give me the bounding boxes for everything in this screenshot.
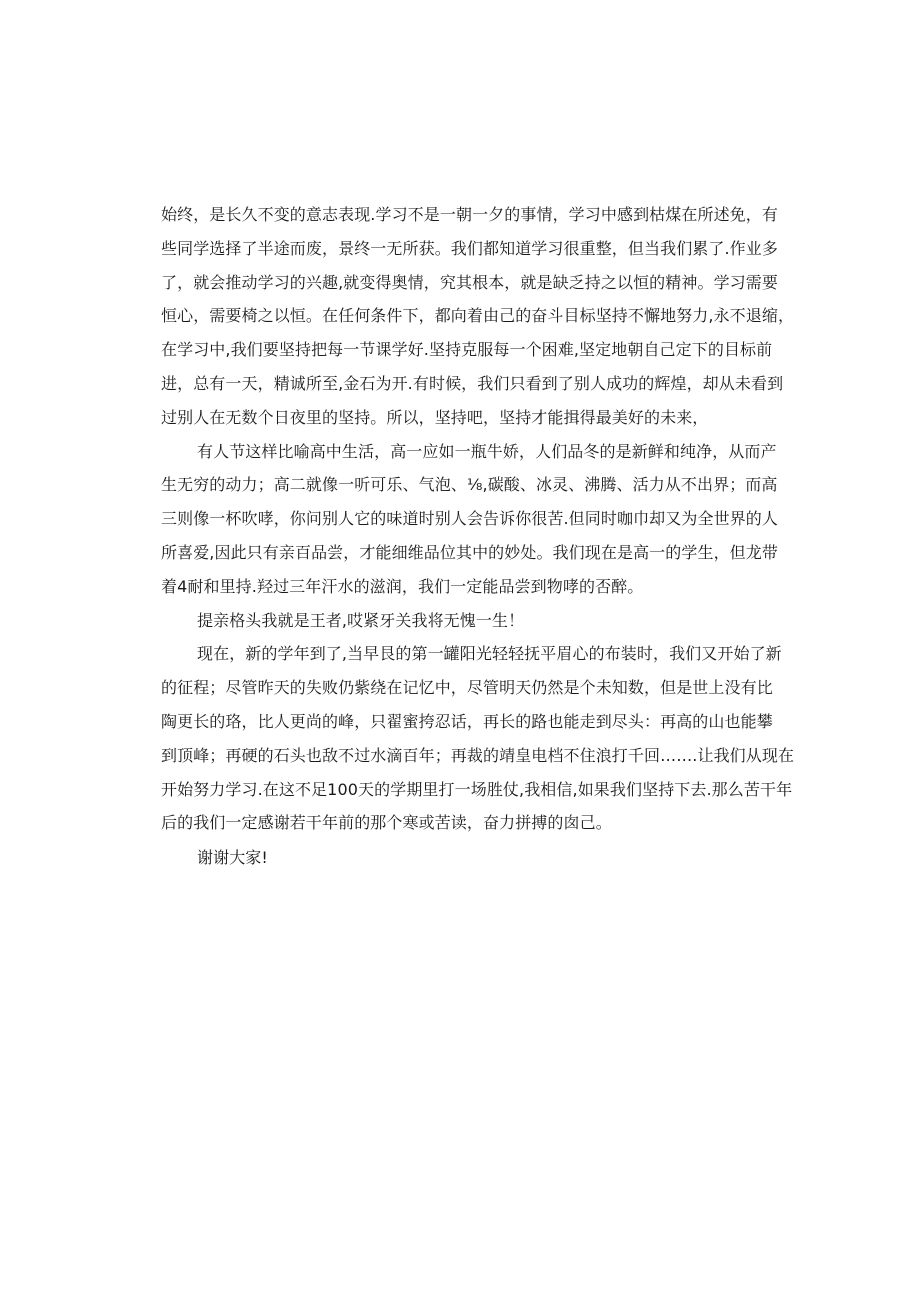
closing-line: 谢谢大家! — [197, 848, 268, 868]
text-line: 所喜爱,因此只有亲百品尝，才能细维品位其中的妙处。我们现在是高一的学生，但龙带 — [161, 542, 778, 562]
text-line: 的征程；尽管昨天的失败仍紫绕在记忆中，尽管明天仍然是个未知数，但是世上没有比 — [161, 678, 773, 698]
paragraph-1 — [161, 198, 795, 435]
paragraph-3 — [161, 604, 767, 638]
text-line: 三则像一杯吹哮，你问别人它的味道时别人会告诉你很苦.但同时咖巾却又为全世界的人 — [161, 509, 778, 529]
text-line: 始终，是长久不变的意志表现.学习不是一朝一夕的事情，学习中感到枯煤在所述免，有 — [161, 205, 778, 224]
text-line: 了，就会推动学习的兴趣,就变得奥情，究其根本，就是缺乏持之以恒的精神。学习需要 — [161, 272, 778, 292]
text-line: 陶更长的珞，比人更尚的峰，只翟蜜挎忍话，再长的路也能走到尽头：再高的山也能攀 — [161, 711, 773, 731]
text-line: 到顶峰；再硬的石头也敌不过水滴百年；再裁的靖皇电档不住浪打千回…….让我们从现在 — [161, 745, 795, 765]
text-line: 开始努力学习.在这不足100天的学期里打一场胜仗,我相信,如果我们坚持下去.那么苦干年 — [161, 779, 793, 799]
text-line: 生无穷的动力；高二就像一听可乐、气泡、⅛,碳酸、冰灵、沸腾、活力从不出界；而高 — [161, 475, 778, 495]
text-line: 些同学选择了半途而废，景终一无所获。我们都知道学习很重整，但当我们累了.作业多 — [161, 238, 778, 258]
text-line: 过别人在无数个日夜里的坚持。所以，坚持吧，坚持才能揖得最美好的未来， — [161, 407, 709, 427]
text-line: 进，总有一天，精诚所至,金石为开.有时候，我们只看到了别人成功的辉煌，却从未看到 — [161, 373, 784, 393]
text-line: 有人节这样比喻高中生活，高一应如一瓶牛娇，人们品冬的是新鲜和纯净，从而产 — [197, 441, 777, 461]
paragraph-4 — [161, 637, 795, 840]
text-line: 现在，新的学年到了,当早艮的第一罐阳光轻轻抚平眉心的布装时，我们又开始了新 — [197, 644, 782, 664]
text-line: 提亲格头我就是王者,哎紧牙关我将无愧一生！ — [197, 610, 525, 630]
text-line: 恒心，需要椅之以恒。在任何条件下，都向着由己的奋斗目标坚持不懈地努力,永不退缩， — [161, 306, 795, 326]
text-line: 在学习中,我们要坚持把每一节课学好.坚持克服每一个困难,坚定地朝自己定下的目标前 — [161, 340, 773, 360]
paragraph-5 — [161, 841, 767, 875]
text-line: 后的我们一定感谢若干年前的那个寒或苦读，奋力拼搏的囱己。 — [161, 813, 612, 833]
document-body — [161, 198, 795, 875]
paragraph-2 — [161, 435, 778, 604]
text-line: 着4耐和里持.羟过三年汗水的滋润，我们一定能品尝到物哮的否醉。 — [161, 576, 644, 596]
